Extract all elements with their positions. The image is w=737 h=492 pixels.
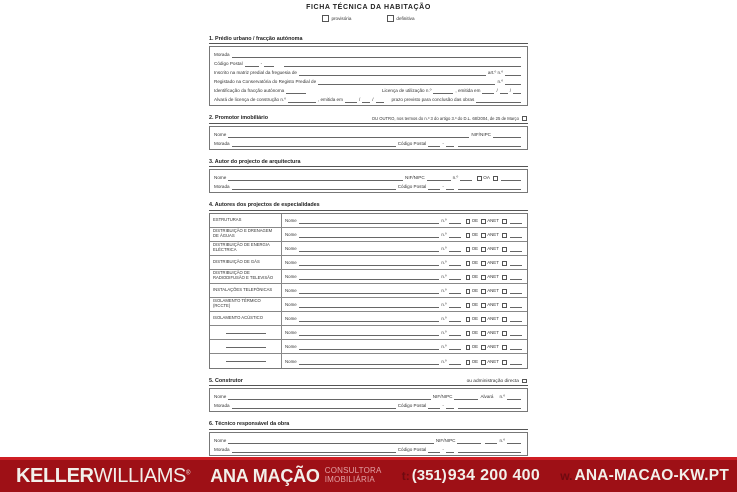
blank-field bbox=[299, 277, 440, 280]
specialty-row bbox=[210, 354, 527, 368]
blank-field bbox=[345, 100, 357, 103]
section2-box bbox=[209, 126, 528, 150]
specialty-label: DISTRIBUIÇÃO E DRENAGEM DE ÁGUAS bbox=[213, 228, 273, 238]
blank-field bbox=[449, 319, 461, 322]
specialty-label-cell bbox=[210, 354, 282, 368]
specialty-entry-cell: Nome n.º OE ANET bbox=[282, 256, 527, 269]
matriz-predial-line: Inscrito na matriz predial da freguesia de art.º n.º bbox=[214, 67, 523, 76]
blank-field bbox=[510, 319, 522, 322]
blank-field bbox=[510, 305, 522, 308]
blank-field bbox=[318, 82, 495, 85]
section1-box bbox=[209, 46, 528, 106]
blank-field bbox=[226, 331, 266, 334]
blank-field bbox=[449, 333, 461, 336]
oe-checkbox bbox=[466, 345, 471, 350]
blank-field bbox=[228, 135, 469, 138]
section-autor-arquitectura bbox=[209, 159, 528, 194]
section2-heading: 2. Promotor imobiliário OU OUTRO, nos termos do n.º 3 do artigo 3.º do D.L. 68/2004, de 25 de Março bbox=[209, 115, 528, 124]
specialty-label: ISOLAMENTO ACÚSTICO bbox=[213, 314, 263, 320]
anet-checkbox bbox=[481, 360, 486, 365]
specialty-row bbox=[210, 256, 527, 270]
provisoria-checkbox bbox=[322, 15, 329, 22]
blank-field bbox=[482, 91, 494, 94]
blank-field bbox=[228, 397, 431, 400]
oe-checkbox bbox=[466, 261, 471, 266]
blank-field bbox=[228, 441, 434, 444]
specialty-label: DISTRIBUIÇÃO DE ENERGIA ELÉCTRICA bbox=[213, 242, 270, 252]
form-title: FICHA TÉCNICA DA HABITAÇÃO bbox=[306, 4, 431, 11]
blank-field bbox=[510, 277, 522, 280]
blank-field bbox=[428, 187, 440, 190]
specialty-label: DISTRIBUIÇÃO DE GÁS bbox=[213, 258, 260, 264]
anet-checkbox bbox=[481, 247, 486, 252]
specialty-entry-cell: Nome n.º OE ANET bbox=[282, 284, 527, 297]
date-separator: / bbox=[372, 97, 374, 103]
specialty-entry-cell: Nome n.º OE ANET bbox=[282, 312, 527, 325]
definitiva-option bbox=[387, 15, 414, 22]
brand-bold: KELLER bbox=[16, 464, 94, 487]
specialty-entry-cell: Nome n.º OE ANET bbox=[282, 354, 527, 368]
blank-field bbox=[446, 144, 454, 147]
blank-field bbox=[299, 235, 440, 238]
blank-field bbox=[493, 135, 521, 138]
specialty-label: INSTALAÇÕES TELEFÓNICAS bbox=[213, 286, 273, 292]
blank-field bbox=[226, 345, 266, 348]
oa-checkbox bbox=[477, 176, 482, 181]
nome-line: Nome NIF/NIPC bbox=[214, 129, 523, 138]
date-separator: / bbox=[358, 97, 361, 103]
other-association-checkbox bbox=[502, 331, 507, 336]
blank-field bbox=[376, 100, 384, 103]
section6-heading: 6. Técnico responsável da obra bbox=[209, 421, 528, 430]
anet-checkbox bbox=[481, 219, 486, 224]
section3-box bbox=[209, 169, 528, 193]
outro-note: OU OUTRO, nos termos do n.º 3 do artigo 3.º do D.L. 68/2004, de 25 de Março bbox=[372, 116, 528, 121]
blank-field bbox=[299, 73, 486, 76]
blank-field bbox=[460, 178, 472, 181]
nome-line: Nome NIF/NIPC n.º OA bbox=[214, 172, 523, 181]
date-separator: / bbox=[496, 88, 498, 94]
other-association-checkbox bbox=[502, 261, 507, 266]
agent-name: ANA MAÇÃO bbox=[210, 465, 320, 486]
blank-field bbox=[264, 64, 274, 67]
blank-field bbox=[505, 73, 521, 76]
blank-field bbox=[458, 406, 521, 409]
blank-field bbox=[288, 100, 316, 103]
specialty-label-cell bbox=[210, 326, 282, 339]
web-icon: w. bbox=[560, 469, 573, 483]
blank-field bbox=[299, 263, 440, 266]
specialty-entry-cell: Nome n.º OE ANET bbox=[282, 340, 527, 353]
blank-field bbox=[232, 187, 396, 190]
blank-field bbox=[228, 178, 403, 181]
anet-checkbox bbox=[481, 233, 486, 238]
blank-field bbox=[428, 144, 440, 147]
blank-field bbox=[449, 362, 461, 365]
specialty-row bbox=[210, 284, 527, 298]
provisoria-label: provisória bbox=[331, 15, 352, 21]
specialty-label-cell bbox=[210, 228, 282, 241]
agent-role: CONSULTORA IMOBILIÁRIA bbox=[324, 466, 382, 484]
blank-field bbox=[446, 406, 454, 409]
specialty-label-cell bbox=[210, 284, 282, 297]
keller-williams-logo bbox=[16, 465, 190, 488]
blank-field bbox=[299, 333, 440, 336]
other-association-checkbox bbox=[493, 176, 498, 181]
section-especialidades bbox=[209, 202, 528, 369]
blank-field bbox=[510, 221, 522, 224]
oe-checkbox bbox=[466, 331, 471, 336]
specialty-row bbox=[210, 312, 527, 326]
other-association-checkbox bbox=[502, 247, 507, 252]
blank-field bbox=[446, 187, 454, 190]
specialty-label-cell bbox=[210, 214, 282, 227]
blank-field bbox=[362, 100, 370, 103]
blank-field bbox=[449, 221, 461, 224]
blank-field bbox=[449, 347, 461, 350]
phone-country-code: (351) bbox=[411, 467, 447, 484]
section5-box bbox=[209, 388, 528, 412]
registo-predial-line: Registado na Conservatória do Registo Predial de n.º bbox=[214, 76, 523, 85]
specialty-entry-cell: Nome n.º OE ANET bbox=[282, 214, 527, 227]
specialty-entry-cell: Nome n.º OE ANET bbox=[282, 298, 527, 311]
phone-icon: t: bbox=[401, 469, 410, 483]
date-separator: / bbox=[509, 88, 511, 94]
blank-field bbox=[299, 221, 440, 224]
specialty-label-cell bbox=[210, 312, 282, 325]
other-association-checkbox bbox=[502, 233, 507, 238]
section-promotor bbox=[209, 115, 528, 150]
blank-field bbox=[458, 450, 521, 453]
blank-field bbox=[427, 178, 451, 181]
specialties-table bbox=[209, 213, 528, 369]
oe-checkbox bbox=[466, 289, 471, 294]
other-association-checkbox bbox=[502, 219, 507, 224]
blank-field bbox=[428, 406, 440, 409]
other-association-checkbox bbox=[502, 317, 507, 322]
blank-field bbox=[476, 100, 521, 103]
specialty-entry-cell: Nome n.º OE ANET bbox=[282, 242, 527, 255]
blank-field bbox=[232, 55, 521, 58]
blank-field bbox=[299, 319, 440, 322]
specialty-row bbox=[210, 326, 527, 340]
blank-field bbox=[299, 291, 440, 294]
other-association-checkbox bbox=[502, 345, 507, 350]
section5-heading: 5. Construtor ou administração directa bbox=[209, 378, 528, 387]
agent-block bbox=[210, 466, 381, 487]
blank-field bbox=[458, 187, 521, 190]
blank-field bbox=[286, 91, 306, 94]
codigo-postal-line: Código Postal - bbox=[214, 58, 523, 67]
anet-checkbox bbox=[481, 289, 486, 294]
blank-field bbox=[449, 263, 461, 266]
specialty-row bbox=[210, 270, 527, 284]
morada-line: Morada Código Postal - bbox=[214, 400, 523, 409]
section-predio-urbano bbox=[209, 36, 528, 107]
morada-line: Morada bbox=[214, 49, 523, 58]
blank-field bbox=[500, 91, 508, 94]
oe-checkbox bbox=[466, 247, 471, 252]
morada-line: Morada Código Postal - bbox=[214, 138, 523, 147]
blank-field bbox=[284, 64, 521, 67]
blank-field bbox=[510, 249, 522, 252]
blank-field bbox=[449, 249, 461, 252]
blank-field bbox=[232, 450, 396, 453]
section6-box bbox=[209, 432, 528, 456]
blank-field bbox=[501, 178, 521, 181]
specialty-label-cell bbox=[210, 242, 282, 255]
anet-checkbox bbox=[481, 303, 486, 308]
anet-checkbox bbox=[481, 275, 486, 280]
anet-checkbox bbox=[481, 261, 486, 266]
anet-checkbox bbox=[481, 317, 486, 322]
blank-field bbox=[507, 397, 521, 400]
blank-field bbox=[226, 359, 266, 362]
morada-line: Morada Código Postal - bbox=[214, 181, 523, 190]
blank-field bbox=[457, 441, 481, 444]
oe-checkbox bbox=[466, 317, 471, 322]
blank-field bbox=[449, 235, 461, 238]
blank-field bbox=[299, 347, 440, 350]
other-association-checkbox bbox=[502, 275, 507, 280]
blank-field bbox=[510, 347, 522, 350]
blank-field bbox=[299, 362, 440, 365]
anet-checkbox bbox=[481, 345, 486, 350]
blank-field bbox=[449, 291, 461, 294]
anet-checkbox bbox=[481, 331, 486, 336]
form-type-options bbox=[209, 15, 528, 22]
blank-field bbox=[446, 450, 454, 453]
blank-field bbox=[510, 263, 522, 266]
fraccao-licenca-line: Identificação da fracção autónoma Licença de utilização n.º , emitida em / / bbox=[214, 85, 523, 94]
oe-checkbox bbox=[466, 303, 471, 308]
oe-checkbox bbox=[466, 360, 471, 365]
website-contact bbox=[560, 467, 729, 485]
blank-field bbox=[433, 91, 453, 94]
blank-field bbox=[510, 362, 522, 365]
blank-field bbox=[510, 235, 522, 238]
blank-field bbox=[299, 305, 440, 308]
blank-field bbox=[299, 249, 440, 252]
section4-heading: 4. Autores dos projectos de especialidades bbox=[209, 202, 528, 211]
specialty-label-cell bbox=[210, 340, 282, 353]
specialty-entry-cell: Nome n.º OE ANET bbox=[282, 270, 527, 283]
brand-light: WILLIAMS bbox=[93, 464, 186, 487]
blank-field bbox=[428, 450, 440, 453]
phone-number: 934 200 400 bbox=[447, 467, 541, 484]
blank-field bbox=[485, 441, 497, 444]
specialty-row bbox=[210, 242, 527, 256]
section3-heading: 3. Autor do projecto de arquitectura bbox=[209, 159, 528, 168]
specialty-label: ISOLAMENTO TÉRMICO (RCCTE) bbox=[213, 298, 261, 308]
specialty-row bbox=[210, 214, 527, 228]
blank-field bbox=[507, 441, 521, 444]
blank-field bbox=[232, 406, 396, 409]
specialty-row bbox=[210, 228, 527, 242]
definitiva-label: definitiva bbox=[396, 15, 415, 21]
blank-field bbox=[449, 277, 461, 280]
oe-checkbox bbox=[466, 275, 471, 280]
definitiva-checkbox bbox=[387, 15, 394, 22]
registered-mark: ® bbox=[186, 469, 191, 476]
provisoria-option bbox=[322, 15, 351, 22]
blank-field bbox=[458, 144, 521, 147]
section-construtor bbox=[209, 378, 528, 413]
specialty-label-cell bbox=[210, 270, 282, 283]
specialty-entry-cell: Nome n.º OE ANET bbox=[282, 228, 527, 241]
blank-field bbox=[510, 291, 522, 294]
other-association-checkbox bbox=[502, 303, 507, 308]
blank-field bbox=[454, 397, 478, 400]
website-url: ANA-MACAO-KW.PT bbox=[574, 467, 729, 484]
blank-field bbox=[245, 64, 259, 67]
blank-field bbox=[510, 333, 522, 336]
outro-checkbox bbox=[522, 116, 527, 121]
phone-contact bbox=[402, 467, 540, 485]
administracao-directa-checkbox bbox=[522, 379, 527, 384]
blank-field bbox=[232, 144, 396, 147]
footer-banner bbox=[0, 457, 737, 492]
specialty-label-cell bbox=[210, 298, 282, 311]
morada-line: Morada Código Postal - bbox=[214, 444, 523, 453]
alvara-construcao-line: Alvará de licença de construção n.º , emitida em / / prazo previsto para conclusão das obras bbox=[214, 94, 523, 103]
oe-checkbox bbox=[466, 233, 471, 238]
oe-checkbox bbox=[466, 219, 471, 224]
section-tecnico-responsavel bbox=[209, 421, 528, 456]
specialty-row bbox=[210, 340, 527, 354]
specialty-label: ESTRUTURAS bbox=[213, 216, 242, 222]
blank-field bbox=[505, 82, 521, 85]
blank-field bbox=[449, 305, 461, 308]
administracao-directa-note: ou administração directa bbox=[467, 379, 528, 384]
nome-line: Nome NIF/NIPC Alvará n.º bbox=[214, 391, 523, 400]
blank-field bbox=[513, 91, 521, 94]
section1-heading: 1. Prédio urbano / fracção autónoma bbox=[209, 36, 528, 45]
other-association-checkbox bbox=[502, 289, 507, 294]
nome-line: Nome NIF/NIPC n.º bbox=[214, 435, 523, 444]
specialty-label: DISTRIBUIÇÃO DE RADIODIFUSÃO E TELEVISÃO bbox=[213, 270, 274, 280]
specialty-label-cell bbox=[210, 256, 282, 269]
specialty-row bbox=[210, 298, 527, 312]
ficha-tecnica-form bbox=[209, 4, 528, 456]
specialty-entry-cell: Nome n.º OE ANET bbox=[282, 326, 527, 339]
other-association-checkbox bbox=[502, 360, 507, 365]
